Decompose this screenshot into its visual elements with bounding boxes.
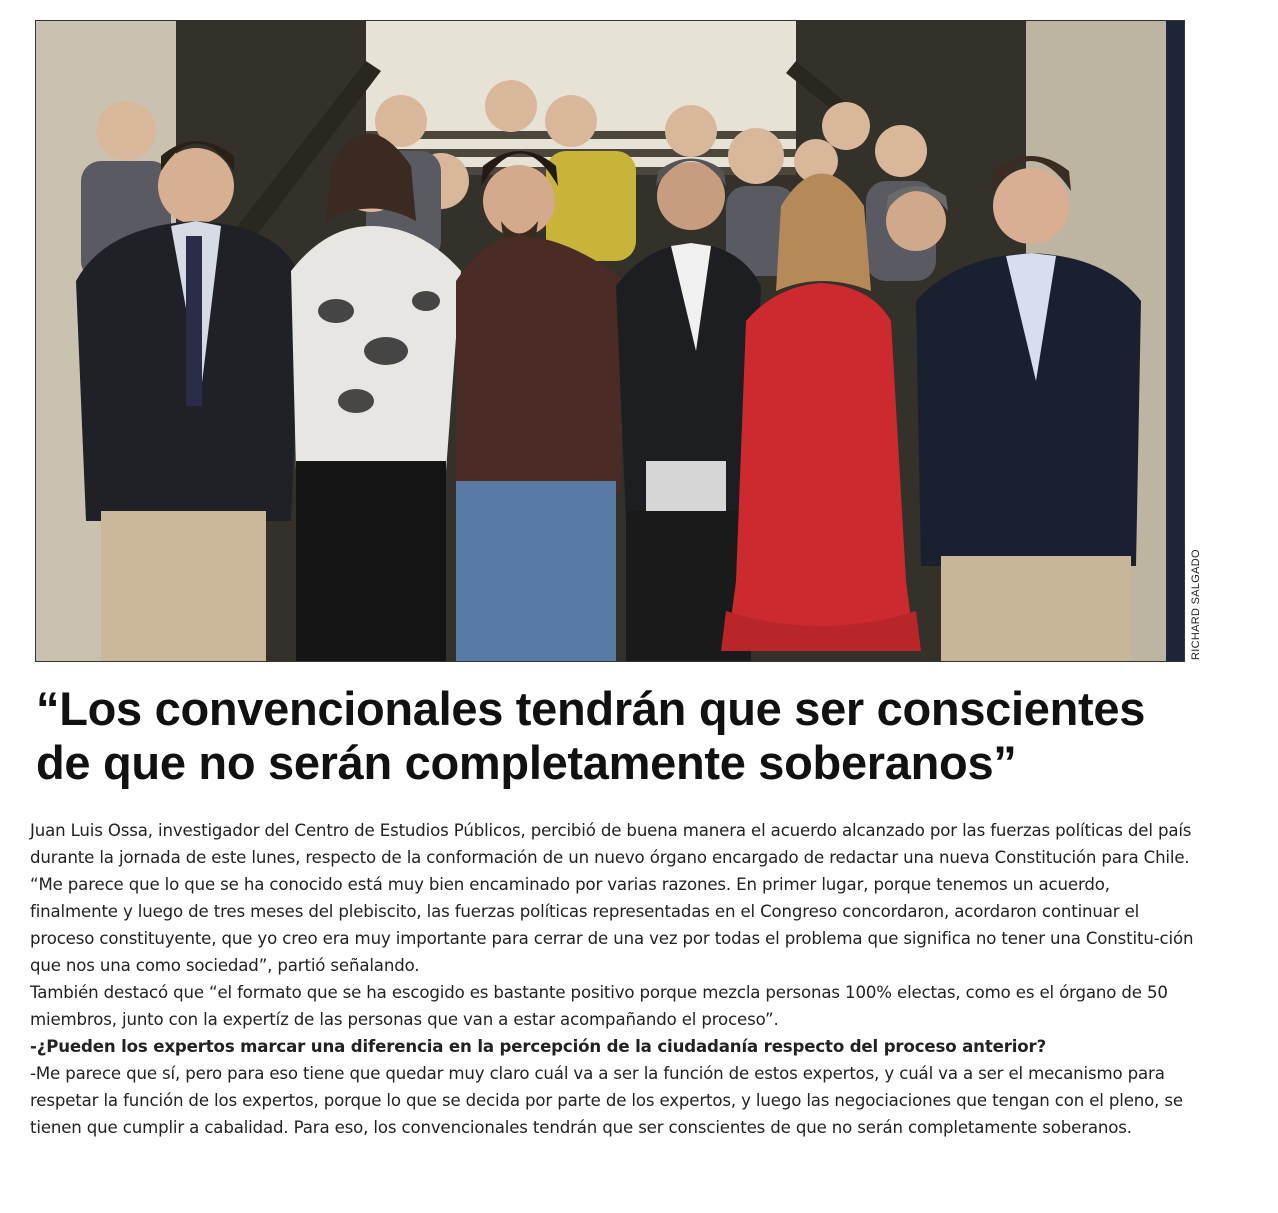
interview-answer: -Me parece que sí, pero para eso tiene que quedar muy claro cuál va a ser la función de estos expertos, y cuál va a ser el mecanismo para respetar la función de los expertos, porque lo que se decida por parte de los expertos, y luego las negociaciones que tengan con el pleno, se tienen que cumplir a cabalidad. Para eso, los convencionales tendrán que ser conscientes de que no serán completamente soberanos. [30,1064,1183,1137]
photo-credit: RICHARD SALGADO [1190,549,1202,660]
article-body [30,817,1200,1141]
paragraph-intro: Juan Luis Ossa, investigador del Centro de Estudios Públicos, percibió de buena manera el acuerdo alcanzado por las fuerzas políticas del país durante la jornada de este lunes, respecto de la conformación de un nuevo órgano encargado de redactar una nueva Constitución para Chile. [30,821,1192,867]
paragraph-highlight: También destacó que “el formato que se ha escogido es bastante positivo porque mezcla personas 100% electas, como es el órgano de 50 miembros, junto con la expertíz de las personas que van a estar acompañando el proceso”. [30,983,1168,1029]
headline [36,682,1246,790]
headline-line-1: “Los convencionales tendrán que ser conscientes [36,682,1146,735]
group-photo-illustration [36,21,1185,662]
headline-line-2: de que no serán completamente soberanos” [36,736,1017,789]
news-photo [35,20,1185,662]
interview-question: -¿Pueden los expertos marcar una diferencia en la percepción de la ciudadanía respecto del proceso anterior? [30,1037,1047,1056]
paragraph-quote: “Me parece que lo que se ha conocido está muy bien encaminado por varias razones. En primer lugar, porque tenemos un acuerdo, finalmente y luego de tres meses del plebiscito, las fuerzas políticas representadas en el Congreso concordaron, acordaron continuar el proceso constituyente, que yo creo era muy importante para cerrar de una vez por todas el problema que significa no tener una Constitu-ción que nos una como sociedad”, partió señalando. [30,875,1194,975]
